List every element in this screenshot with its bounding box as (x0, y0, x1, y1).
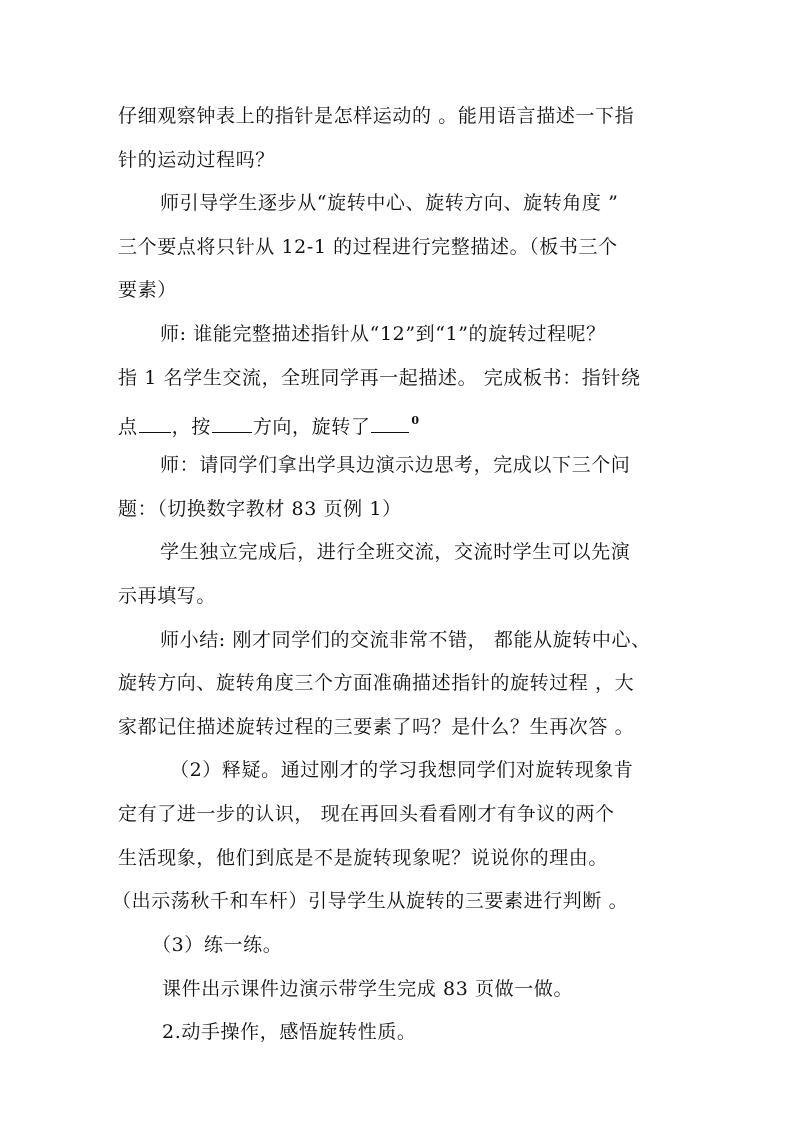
text-line: 示再填写。 (118, 585, 217, 607)
text-line: （出示荡秋千和车杆）引导学生从旋转的三要素进行判断 。 (112, 890, 629, 912)
text-line: 学生独立完成后，进行全班交流，交流时学生可以先演 (160, 541, 631, 563)
degree-mark: 0 (411, 414, 420, 427)
text-line: 课件出示课件边演示带学生完成 83 页做一做。 (162, 978, 574, 1000)
text-line: （2）释疑。通过刚才的学习我想同学们对旋转现象肯 (170, 759, 634, 781)
text-line: 定有了进一步的认识， 现在再回头看看刚才有争议的两个 (118, 803, 615, 825)
fill-blank-center (139, 415, 171, 433)
text-line: 题：（切换数字教材 83 页例 1） (118, 498, 402, 520)
text-line: （3）练一练。 (152, 934, 283, 956)
fill-text-3: 方向，旋转了 (252, 416, 371, 438)
text-line: 师: 谁能完整描述指针从“12”到“1”的旋转过程呢？ (160, 323, 606, 345)
text-line: 旋转方向、旋转角度三个方面准确描述指针的旋转过程 ，大 (118, 672, 635, 694)
fill-text-2: ，按 (171, 416, 211, 438)
text-line: 指 1 名学生交流，全班同学再一起描述。 完成板书：指针绕 (118, 367, 641, 389)
text-line: 师小结: 刚才同学们的交流非常不错， 都能从旋转中心、 (160, 629, 651, 651)
fill-text-1: 点 (118, 416, 138, 438)
text-line: 要素） (118, 279, 177, 301)
fill-in-line (118, 409, 678, 439)
fill-blank-angle (371, 415, 409, 433)
fill-blank-direction (212, 415, 252, 433)
text-line: 师：请同学们拿出学具边演示边思考，完成以下三个问 (160, 454, 631, 476)
text-line: 生活现象，他们到底是不是旋转现象呢？说说你的理由。 (118, 847, 609, 869)
text-line: 三个要点将只针从 12-1 的过程进行完整描述。（板书三个 (118, 236, 618, 258)
text-line: 师引导学生逐步从“旋转中心、旋转方向、旋转角度 ” (160, 192, 619, 214)
text-line: 2.动手操作，感悟旋转性质。 (162, 1021, 417, 1043)
text-line: 家都记住描述旋转过程的三要素了吗？是什么？生再次答 。 (118, 716, 635, 738)
text-line: 仔细观察钟表上的指针是怎样运动的 。能用语言描述一下指 (118, 105, 635, 127)
text-line: 针的运动过程吗？ (118, 149, 275, 171)
